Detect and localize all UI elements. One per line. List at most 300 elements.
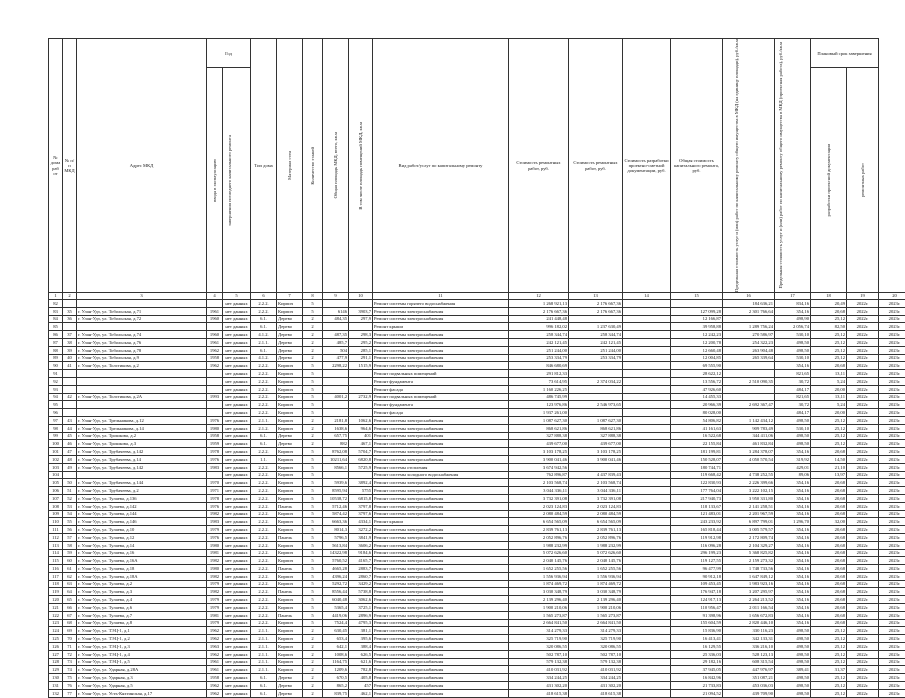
table-cell [623, 627, 671, 635]
table-cell: 132 [49, 689, 63, 697]
table-cell: 2023г. [879, 565, 905, 573]
column-number: 14 [623, 293, 671, 300]
table-cell: 2 176 667,36 [509, 307, 569, 315]
table-cell: 20,68 [811, 362, 847, 370]
table-cell: 102 [49, 455, 63, 463]
table-cell: 2023г. [879, 487, 905, 495]
table-cell: 2023г. [879, 393, 905, 401]
table-cell: 498,50 [775, 682, 811, 690]
table-cell: 2.2.2. [251, 526, 277, 534]
table-cell: 5613,84 [323, 541, 349, 549]
table-cell [623, 307, 671, 315]
table-cell: нет данных [223, 385, 251, 393]
table-cell: 1958 [207, 432, 223, 440]
table-cell: 5 368 825,82 [723, 549, 775, 557]
table-cell [207, 300, 223, 308]
table-cell [349, 370, 373, 378]
table-cell: Ремонт системы электроснабжения [373, 307, 509, 315]
table-cell: 5 [303, 604, 323, 612]
table-cell: 2023г. [879, 307, 905, 315]
table-cell: г. Улан-Удэ, ул. Тулаева, д.4 [77, 596, 207, 604]
table-cell: Ремонт системы электроснабжения [373, 557, 509, 565]
table-cell: 1979 [207, 604, 223, 612]
table-cell: 265 339,64 [723, 354, 775, 362]
table-cell: 314 279,33 [569, 627, 623, 635]
table-cell: 2022г. [847, 565, 879, 573]
table-cell: 89 [49, 354, 63, 362]
table-cell: 2.1.1. [251, 338, 277, 346]
table-cell: 14322,98 [323, 549, 349, 557]
table-cell: 2022г. [847, 338, 879, 346]
table-cell: 502 787,10 [569, 650, 623, 658]
table-cell: 109 [49, 510, 63, 518]
table-cell [623, 518, 671, 526]
table-cell: 107 [49, 494, 63, 502]
table-cell: Кирпич [277, 518, 303, 526]
header-wall-material: Материал стен [287, 151, 292, 180]
table-cell: 1976 [207, 533, 223, 541]
table-cell: г. Улан-Удэ, ул. Ударная, д.3 [77, 674, 207, 682]
table-cell: 334 244,25 [509, 674, 569, 682]
table-cell: 1062,6 [349, 416, 373, 424]
table-cell: 2.2.2. [251, 596, 277, 604]
table-cell [77, 370, 207, 378]
table-cell: 2022г. [847, 658, 879, 666]
table-cell: 6.1. [251, 440, 277, 448]
table-cell: 129 [49, 666, 63, 674]
table-cell: 2 139 296,40 [509, 596, 569, 604]
table-cell: г. Улан-Удэ, ул. ТЭЦ-1, д.3 [77, 643, 207, 651]
table-cell: 54 806,82 [671, 416, 723, 424]
table-cell [723, 463, 775, 471]
table-cell: 2023г. [879, 416, 905, 424]
table-cell: 20,68 [811, 565, 847, 573]
table-cell: 36 [63, 315, 77, 323]
table-cell: 20 966,39 [671, 401, 723, 409]
table-cell: 2023г. [879, 338, 905, 346]
table-cell [63, 370, 77, 378]
table-cell: 5 [303, 611, 323, 619]
table-cell: 2.1.1. [251, 643, 277, 651]
table-cell: нет данных [223, 300, 251, 308]
table-cell: 54 [63, 510, 77, 518]
table-cell [349, 409, 373, 417]
table-cell: 20,68 [811, 588, 847, 596]
table-cell: 439 677,00 [569, 440, 623, 448]
table-cell: нет данных [223, 370, 251, 378]
table-cell: 2023г. [879, 463, 905, 471]
table-cell: Ремонт системы электроснабжения [373, 502, 509, 510]
table-cell: 868 621,86 [569, 424, 623, 432]
table-cell: Ремонт системы электроснабжения [373, 619, 509, 627]
table-cell: нет данных [223, 635, 251, 643]
table-cell: Ремонт системы электроснабжения [373, 424, 509, 432]
table-cell: 1008,6 [323, 650, 349, 658]
table-cell: 2022г. [847, 370, 879, 378]
table-cell: 3 103 178,25 [569, 448, 623, 456]
table-cell: 418 615,38 [509, 689, 569, 697]
table-cell: 1 087 627,30 [509, 416, 569, 424]
table-cell: Кирпич [277, 580, 303, 588]
table-cell: 62 [63, 572, 77, 580]
table-cell: 2023г. [879, 518, 905, 526]
table-cell: Ремонт крыши [373, 518, 509, 526]
table-cell: 177 764,04 [671, 487, 723, 495]
table-cell [569, 463, 623, 471]
table-cell [569, 393, 623, 401]
table-cell: 25,12 [811, 416, 847, 424]
table-cell: 314 279,33 [509, 627, 569, 635]
table-cell: 5 [303, 541, 323, 549]
table-cell: 16 129,55 [671, 643, 723, 651]
table-cell [623, 377, 671, 385]
table-cell [623, 424, 671, 432]
table-cell: 2.2.2. [251, 471, 277, 479]
table-cell: 113 [49, 541, 63, 549]
table-cell [623, 510, 671, 518]
table-cell: 155 604,59 [671, 619, 723, 627]
table-cell: 2 [303, 323, 323, 331]
table-cell: 2023г. [879, 331, 905, 339]
table-cell: 498,50 [775, 432, 811, 440]
table-cell [723, 315, 775, 323]
table-cell: 21 733,83 [671, 682, 723, 690]
table-cell: 2022г. [847, 689, 879, 697]
table-cell: 39 958,88 [671, 323, 723, 331]
table-cell [623, 572, 671, 580]
table-cell: 2023г. [879, 596, 905, 604]
table-cell: 2022г. [847, 463, 879, 471]
table-cell: 621,6 [349, 658, 373, 666]
table-cell: 127 099,28 [671, 307, 723, 315]
header-max-cost-unit: Предельная стоимость услуг и (или) работ по капитальному ремонту общего имущества в МКД (на единицу площади), руб./кв.м [734, 39, 764, 292]
table-cell: 5 [303, 385, 323, 393]
table-cell: Ремонт системы электроснабжения [373, 627, 509, 635]
table-cell: 68 [63, 619, 77, 627]
table-cell: 1 556 936,94 [509, 572, 569, 580]
table-cell: 498,50 [775, 416, 811, 424]
table-cell: г. Улан-Удэ, ул. Ударная, д.28А [77, 666, 207, 674]
table-cell: 285,1 [349, 346, 373, 354]
table-cell: 2022г. [847, 541, 879, 549]
table-cell: 2023г. [879, 635, 905, 643]
table-cell: 128 [49, 658, 63, 666]
table-cell: 467,1 [349, 440, 373, 448]
table-cell: 821,65 [775, 393, 811, 401]
table-cell: 5 [303, 572, 323, 580]
table-cell: 1979 [207, 526, 223, 534]
table-cell: 3 222 102,15 [723, 487, 775, 495]
table-cell: 1960 [207, 315, 223, 323]
table-cell: нет данных [223, 440, 251, 448]
table-cell: г. Улан-Удэ, ул. Трельникова, д.14 [77, 424, 207, 432]
table-cell: 453 036,03 [723, 682, 775, 690]
table-cell: 354,16 [775, 494, 811, 502]
table-cell: 2023г. [879, 300, 905, 308]
table-row [49, 432, 905, 440]
table-cell: 2 839 761,13 [509, 526, 569, 534]
table-cell: 1958 [207, 354, 223, 362]
table-cell: 2 264 213,52 [723, 596, 775, 604]
table-cell: 74 [63, 666, 77, 674]
table-cell: 846 680,69 [509, 362, 569, 370]
table-cell: 2896,9 [349, 611, 373, 619]
table-cell: 2 [303, 658, 323, 666]
table-cell: Панель [277, 502, 303, 510]
table-cell: 5 [303, 588, 323, 596]
table-cell [623, 635, 671, 643]
table-cell: 2023г. [879, 346, 905, 354]
table-cell: 1 652 255,56 [509, 565, 569, 573]
table-cell: 16 413,41 [671, 635, 723, 643]
table-cell: 73 614,95 [509, 377, 569, 385]
table-cell: 25,12 [811, 650, 847, 658]
table-cell: 3892,4 [349, 479, 373, 487]
table-cell [63, 323, 77, 331]
table-cell: нет данных [223, 682, 251, 690]
table-cell: 2 103 568,74 [509, 479, 569, 487]
table-cell: 530,10 [775, 424, 811, 432]
table-cell [63, 300, 77, 308]
table-cell [207, 323, 223, 331]
table-row [49, 666, 905, 674]
table-cell: 2 301 766,64 [723, 307, 775, 315]
table-cell: 44 [63, 424, 77, 432]
table-cell: 2 664 841,50 [569, 619, 623, 627]
table-cell: 109 453,45 [671, 580, 723, 588]
table-cell: 1958 [207, 674, 223, 682]
table-cell: 484,17 [775, 385, 811, 393]
table-cell: 98 [49, 424, 63, 432]
table-cell: 2 141 258,51 [723, 502, 775, 510]
table-cell: 2.1.1. [251, 650, 277, 658]
table-cell: 2 159 273,32 [723, 557, 775, 565]
table-cell [569, 385, 623, 393]
table-cell: 6.1. [251, 689, 277, 697]
table-cell: 484,17 [775, 409, 811, 417]
table-cell: нет данных [223, 596, 251, 604]
table-cell [77, 323, 207, 331]
table-row [49, 682, 905, 690]
table-cell: 431 302,20 [569, 682, 623, 690]
table-cell: г. Улан-Удэ, ул. Тобольская, д.78 [77, 346, 207, 354]
table-header [49, 39, 905, 300]
table-cell: г. Улан-Удэ, ул. Тулаева, д.16А [77, 557, 207, 565]
table-cell: 298,3 [349, 331, 373, 339]
table-cell: 5 072 626,60 [509, 549, 569, 557]
header-last-repair-year: завершения последнего капитального ремонта [227, 135, 247, 226]
table-cell: 2.2.2. [251, 409, 277, 417]
table-cell: 86 [49, 331, 63, 339]
table-cell: 395,6 [349, 635, 373, 643]
table-cell: 2023г. [879, 650, 905, 658]
table-row [49, 510, 905, 518]
table-cell: 2 052 896,76 [509, 533, 569, 541]
table-cell: 2 040 145,76 [509, 557, 569, 565]
header-house-type: Тип дома [251, 39, 277, 293]
table-cell: 1962 [207, 362, 223, 370]
table-cell: г. Улан-Удэ, ул. ТЭЦ-1, д.4 [77, 650, 207, 658]
table-row [49, 401, 905, 409]
table-cell: 2023г. [879, 409, 905, 417]
table-cell: 7524,4 [323, 619, 349, 627]
table-cell: 15 836,90 [671, 627, 723, 635]
table-cell: 87 [49, 338, 63, 346]
table-cell: 5 [303, 487, 323, 495]
table-cell: 2022г. [847, 440, 879, 448]
table-cell: 5 [303, 533, 323, 541]
table-cell: Ремонт системы электроснабжения [373, 549, 509, 557]
table-cell: 85 [49, 323, 63, 331]
table-cell: 2023г. [879, 440, 905, 448]
table-cell: 504 [323, 346, 349, 354]
table-cell: Ремонт системы электроснабжения [373, 658, 509, 666]
table-cell: нет данных [223, 479, 251, 487]
table-cell: 2023г. [879, 432, 905, 440]
table-row [49, 526, 905, 534]
table-cell: 626,5 [349, 650, 373, 658]
table-cell: 111 [49, 526, 63, 534]
table-cell [723, 362, 775, 370]
column-number: 13 [569, 293, 623, 300]
table-row [49, 370, 905, 378]
table-cell: Панель [277, 611, 303, 619]
table-cell: 2023г. [879, 502, 905, 510]
table-cell: 354,16 [775, 572, 811, 580]
table-cell [349, 401, 373, 409]
table-cell: 16 522,68 [671, 432, 723, 440]
table-cell [723, 370, 775, 378]
table-cell: 2022г. [847, 643, 879, 651]
table-cell: 6 654 565,09 [509, 518, 569, 526]
table-cell: Ремонт системы электроснабжения [373, 440, 509, 448]
table-cell: 88 [49, 346, 63, 354]
table-cell: 6815,8 [349, 494, 373, 502]
table-cell: 3797,8 [349, 502, 373, 510]
table-cell: 630,45 [323, 627, 349, 635]
table-cell: 10211,64 [323, 455, 349, 463]
table-cell: 115 [49, 557, 63, 565]
table-cell: 42 [63, 393, 77, 401]
table-cell: 73 [63, 658, 77, 666]
table-cell: 2022г. [847, 401, 879, 409]
table-cell: 258 344,74 [569, 331, 623, 339]
table-cell: г. Улан-Удэ, ул. ТЭЦ-1, д.2 [77, 635, 207, 643]
column-number: 4 [207, 293, 223, 300]
table-cell: 25,12 [811, 346, 847, 354]
table-cell: 104 [49, 471, 63, 479]
table-cell: Кирпич [277, 463, 303, 471]
table-cell: 2.2.2. [251, 619, 277, 627]
table-cell: 63 [63, 580, 77, 588]
table-cell [323, 385, 349, 393]
table-cell: 5 [303, 362, 323, 370]
table-cell: 108 [49, 502, 63, 510]
table-cell: 103 [49, 463, 63, 471]
table-cell: 12 660,48 [671, 346, 723, 354]
table-cell: 354,16 [775, 479, 811, 487]
table-cell: 2022г. [847, 354, 879, 362]
table-cell: 25,12 [811, 674, 847, 682]
table-cell: 2 546 973,65 [569, 401, 623, 409]
table-cell: 344 411,06 [723, 432, 775, 440]
table-cell: 1978 [207, 448, 223, 456]
table-cell: 2.2.2. [251, 518, 277, 526]
table-cell: 165 818,44 [671, 526, 723, 534]
table-row [49, 650, 905, 658]
table-cell: 1 652 255,56 [569, 565, 623, 573]
table-cell: 10538,72 [323, 494, 349, 502]
table-cell: Дерево [277, 440, 303, 448]
table-cell [723, 393, 775, 401]
table-cell: нет данных [223, 557, 251, 565]
table-cell: 2023г. [879, 674, 905, 682]
table-cell: 868 621,86 [509, 424, 569, 432]
table-cell: г. Улан-Удэ, ул. Трельникова, д.12 [77, 416, 207, 424]
table-row [49, 635, 905, 643]
table-cell: 5738,8 [349, 588, 373, 596]
table-cell: 2883,7 [349, 565, 373, 573]
repair-program-table [48, 38, 905, 698]
table-cell: 8762,08 [323, 448, 349, 456]
table-cell: 1978 [207, 494, 223, 502]
table-cell: 70 [63, 635, 77, 643]
table-cell: 1 748 733,56 [723, 565, 775, 573]
table-cell: 2 510 090,35 [723, 377, 775, 385]
table-cell: 122 830,93 [671, 479, 723, 487]
table-cell [623, 658, 671, 666]
table-cell [207, 409, 223, 417]
table-cell: 2.2.2. [251, 557, 277, 565]
table-cell: 291,1 [349, 354, 373, 362]
table-cell: Ремонт крыши [373, 323, 509, 331]
table-cell: нет данных [223, 471, 251, 479]
table-cell: нет данных [223, 502, 251, 510]
table-cell: 217 940,73 [671, 494, 723, 502]
table-cell: 964,6 [349, 424, 373, 432]
table-cell: 2.2.2. [251, 377, 277, 385]
table-cell: 3 900 041,46 [569, 455, 623, 463]
table-cell [77, 471, 207, 479]
table-cell: 865,2 [323, 682, 349, 690]
table-row [49, 354, 905, 362]
table-cell: 176 947,18 [671, 588, 723, 596]
table-row [49, 409, 905, 417]
table-cell: 2022г. [847, 331, 879, 339]
table-cell: 1962 [207, 689, 223, 697]
table-cell: нет данных [223, 307, 251, 315]
table-cell: 20,68 [811, 596, 847, 604]
table-cell: нет данных [223, 338, 251, 346]
table-cell: Кирпич [277, 541, 303, 549]
table-cell: 2.2.2. [251, 393, 277, 401]
table-cell: 2023г. [879, 658, 905, 666]
table-cell: 69 555,90 [671, 362, 723, 370]
table-cell [623, 401, 671, 409]
table-cell [63, 471, 77, 479]
table-cell: 2022г. [847, 627, 879, 635]
table-cell: 1 556 936,94 [569, 572, 623, 580]
table-cell: 13 556,72 [671, 377, 723, 385]
table-cell: 8556,44 [323, 588, 349, 596]
table-cell: 5 [303, 494, 323, 502]
table-cell: 5 [303, 300, 323, 308]
table-cell: нет данных [223, 580, 251, 588]
table-cell: 3606,2 [349, 541, 373, 549]
table-cell: 2 664 841,50 [509, 619, 569, 627]
table-cell: нет данных [223, 588, 251, 596]
table-cell: нет данных [223, 549, 251, 557]
